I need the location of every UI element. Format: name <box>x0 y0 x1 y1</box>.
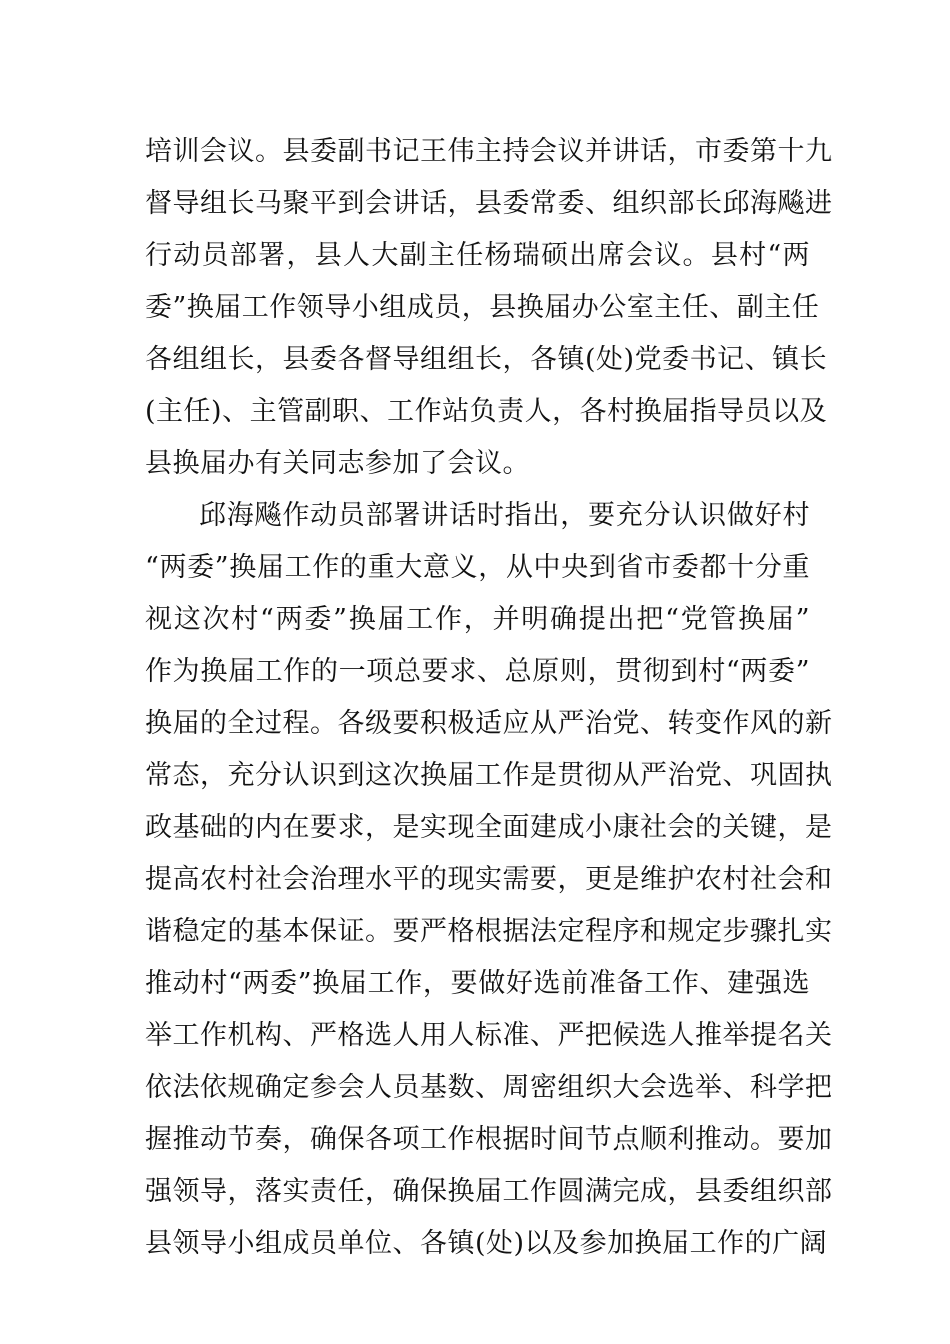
paragraph-line: 邱海飚作动员部署讲话时指出，要充分认识做好村 <box>199 500 810 531</box>
paragraph-2 <box>145 490 833 1270</box>
paragraph-line: 政基础的内在要求，是实现全面建成小康社会的关键，是 <box>145 812 833 843</box>
paragraph-line: 各组组长，县委各督导组组长，各镇(处)党委书记、镇长 <box>145 344 828 375</box>
paragraph-line: 推动村“两委”换届工作，要做好选前准备工作、建强选 <box>145 968 810 999</box>
paragraph-line: 换届的全过程。各级要积极适应从严治党、转变作风的新 <box>145 708 833 739</box>
paragraph-line: 培训会议。县委副书记王伟主持会议并讲话，市委第十九 <box>145 136 833 167</box>
paragraph-line: 督导组长马聚平到会讲话，县委常委、组织部长邱海飚进 <box>145 188 833 219</box>
paragraph-line: 行动员部署，县人大副主任杨瑞硕出席会议。县村“两 <box>145 240 810 271</box>
paragraph-line: 谐稳定的基本保证。要严格根据法定程序和规定步骤扎实 <box>145 916 833 947</box>
paragraph-line: “两委”换届工作的重大意义，从中央到省市委都十分重 <box>145 552 810 583</box>
paragraph-line: 握推动节奏，确保各项工作根据时间节点顺利推动。要加 <box>145 1124 833 1155</box>
paragraph-line: 常态，充分认识到这次换届工作是贯彻从严治党、巩固执 <box>145 760 833 791</box>
paragraph-line: 县换届办有关同志参加了会议。 <box>145 448 530 479</box>
paragraph-line: 县领导小组成员单位、各镇(处)以及参加换届工作的广阔 <box>145 1228 828 1259</box>
paragraph-line: 举工作机构、严格选人用人标准、严把候选人推举提名关 <box>145 1020 833 1051</box>
paragraph-line: (主任)、主管副职、工作站负责人，各村换届指导员以及 <box>145 396 828 427</box>
paragraph-1 <box>145 126 833 490</box>
paragraph-line: 强领导，落实责任，确保换届工作圆满完成，县委组织部 <box>145 1176 833 1207</box>
paragraph-line: 作为换届工作的一项总要求、总原则，贯彻到村“两委” <box>145 656 810 687</box>
paragraph-line: 视这次村“两委”换届工作，并明确提出把“党管换届” <box>145 604 810 635</box>
paragraph-line: 依法依规确定参会人员基数、周密组织大会选举、科学把 <box>145 1072 833 1103</box>
paragraph-line: 委”换届工作领导小组成员，县换届办公室主任、副主任 <box>145 292 820 323</box>
document-body <box>145 126 833 1270</box>
paragraph-line: 提高农村社会治理水平的现实需要，更是维护农村社会和 <box>145 864 833 895</box>
